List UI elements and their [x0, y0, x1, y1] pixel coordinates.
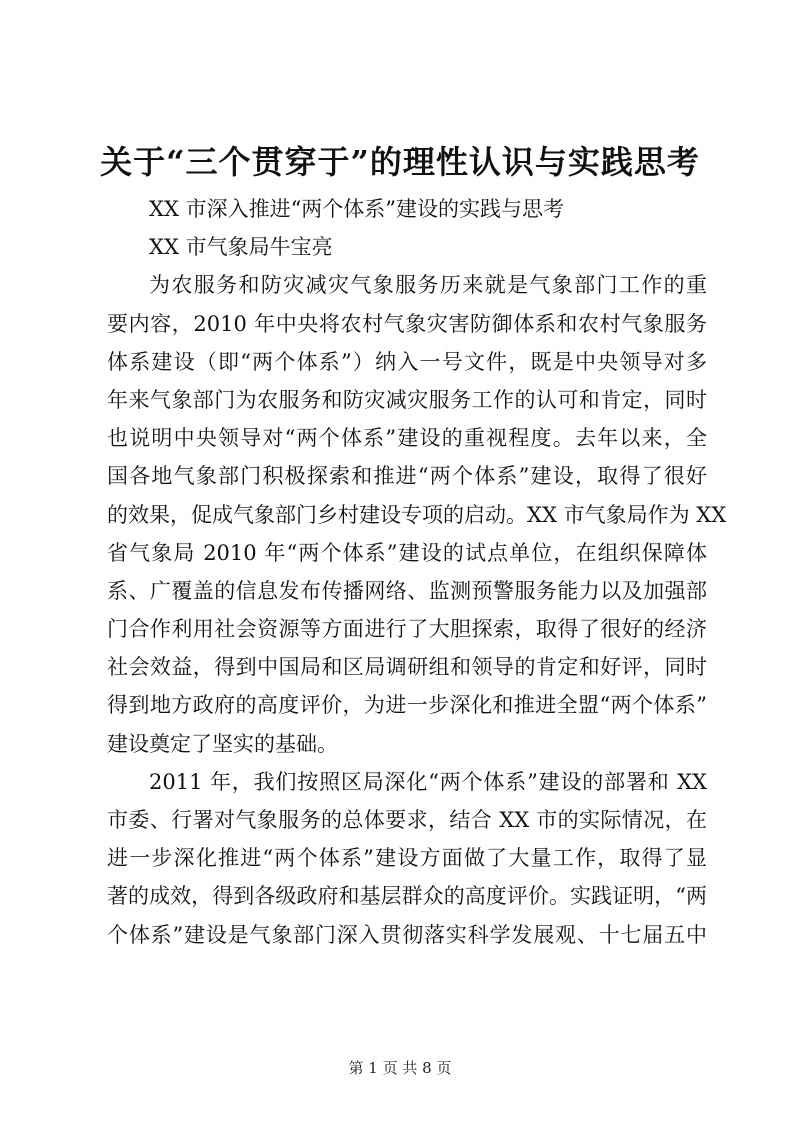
paragraph-1-line-3: 体系建设（即“两个体系”）纳入一号文件，既是中央领导对多: [107, 349, 707, 374]
paragraph-1-line-9: 系、广覆盖的信息发布传播网络、监测预警服务能力以及加强部: [107, 578, 707, 603]
paragraph-1-line-1: 为农服务和防灾减灾气象服务历来就是气象部门工作的重: [149, 273, 707, 298]
paragraph-2-line-2: 市委、行署对气象服务的总体要求，结合 XX 市的实际情况，在: [107, 808, 707, 832]
paragraph-1-line-13: 建设奠定了坚实的基础。: [107, 731, 338, 756]
document-body: [107, 190, 727, 954]
paragraph-2-line-1: 2011 年，我们按照区局深化“两个体系”建设的部署和 XX: [149, 769, 707, 794]
paragraph-1-line-11: 社会效益，得到中国局和区局调研组和领导的肯定和好评，同时: [107, 655, 707, 680]
paragraph-1-line-8: 省气象局 2010 年“两个体系”建设的试点单位，在组织保障体: [107, 540, 707, 565]
paragraph-1-line-2: 要内容，2010 年中央将农村气象灾害防御体系和农村气象服务: [107, 311, 707, 336]
page-footer: 第 1 页 共 8 页: [348, 1059, 452, 1077]
paragraph-2-line-5: 个体系”建设是气象部门深入贯彻落实科学发展观、十七届五中: [107, 922, 707, 947]
paragraph-1-line-7: 的效果，促成气象部门乡村建设专项的启动。XX 市气象局作为 XX: [107, 502, 727, 527]
paragraph-1-line-10: 门合作利用社会资源等方面进行了大胆探索，取得了很好的经济: [107, 617, 707, 642]
paragraph-2-line-3: 进一步深化推进“两个体系”建设方面做了大量工作，取得了显: [107, 846, 707, 871]
paragraph-1-line-4: 年来气象部门为农服务和防灾减灾服务工作的认可和肯定，同时: [107, 387, 707, 412]
document-title: 关于“三个贯穿于”的理性认识与实践思考: [100, 143, 700, 181]
paragraph-1-line-5: 也说明中央领导对“两个体系”建设的重视程度。去年以来，全: [107, 426, 707, 451]
author-line: XX 市气象局牛宝亮: [149, 235, 333, 260]
paragraph-1-line-6: 国各地气象部门积极探索和推进“两个体系”建设，取得了很好: [107, 464, 707, 489]
subtitle-line: XX 市深入推进“两个体系”建设的实践与思考: [149, 197, 565, 221]
paragraph-2-line-4: 著的成效，得到各级政府和基层群众的高度评价。实践证明，“两: [107, 884, 707, 909]
paragraph-1-line-12: 得到地方政府的高度评价，为进一步深化和推进全盟“两个体系”: [107, 693, 707, 718]
